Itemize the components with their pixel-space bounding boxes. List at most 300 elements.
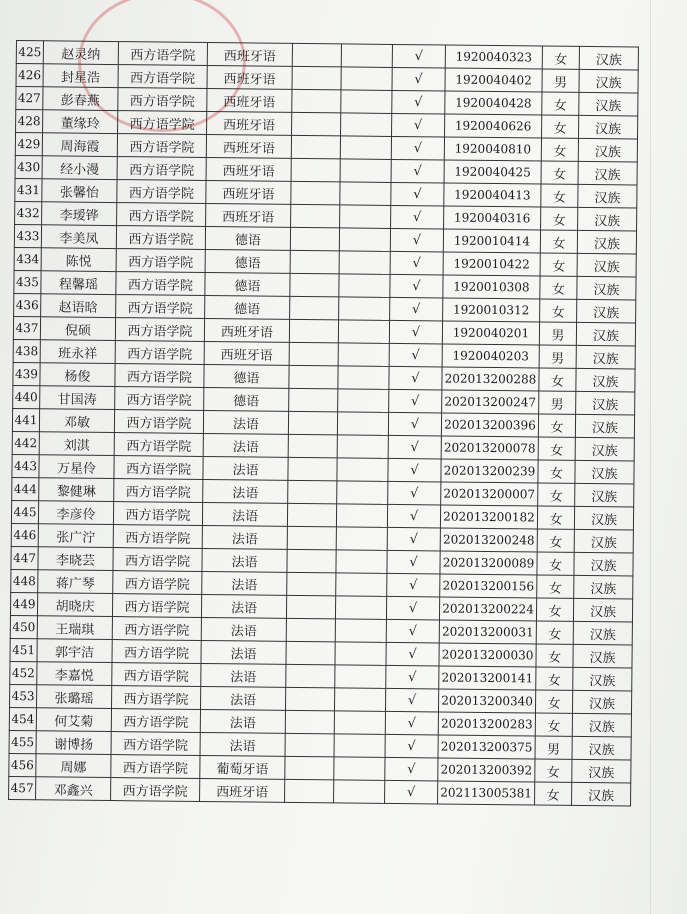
blank-cell — [289, 342, 338, 366]
student-id-cell: 202013200375 — [438, 735, 535, 759]
checkmark-cell: √ — [389, 389, 442, 413]
gender-cell: 女 — [536, 598, 573, 621]
college-cell: 西方语学院 — [118, 42, 207, 66]
gender-cell: 女 — [538, 414, 575, 437]
gender-cell: 女 — [535, 759, 572, 782]
ethnicity-cell: 汉族 — [574, 529, 633, 553]
gender-cell: 女 — [535, 690, 572, 713]
major-cell: 法语 — [203, 433, 288, 457]
blank-cell — [289, 319, 338, 343]
row-number-cell: 448 — [11, 569, 38, 592]
blank-cell — [290, 250, 339, 274]
blank-cell — [341, 90, 392, 114]
college-cell: 西方语学院 — [114, 479, 203, 503]
ethnicity-cell: 汉族 — [572, 736, 631, 760]
college-cell: 西方语学院 — [111, 709, 200, 733]
student-name-cell: 郭宇洁 — [37, 639, 112, 663]
blank-cell — [334, 780, 385, 804]
row-number-cell: 427 — [16, 87, 43, 110]
student-name-cell: 倪硕 — [40, 317, 115, 341]
gender-cell: 女 — [536, 621, 573, 644]
row-number-cell: 455 — [9, 730, 36, 753]
college-cell: 西方语学院 — [112, 617, 201, 641]
student-id-cell: 1920040425 — [444, 160, 541, 184]
blank-cell — [337, 481, 388, 505]
checkmark-cell: √ — [389, 366, 442, 390]
student-id-cell: 202013200396 — [441, 413, 538, 437]
checkmark-cell: √ — [386, 642, 439, 666]
blank-cell — [336, 550, 387, 574]
student-id-cell: 202013200248 — [440, 528, 537, 552]
gender-cell: 女 — [539, 368, 576, 391]
major-cell: 西班牙语 — [206, 135, 291, 159]
major-cell: 法语 — [200, 709, 285, 733]
college-cell: 西方语学院 — [114, 433, 203, 457]
blank-cell — [341, 113, 392, 137]
blank-cell — [287, 503, 336, 527]
student-name-cell: 王瑞琪 — [37, 616, 112, 640]
major-cell: 法语 — [201, 617, 286, 641]
blank-cell — [337, 435, 388, 459]
checkmark-cell: √ — [387, 573, 440, 597]
blank-cell — [292, 89, 341, 113]
student-id-cell: 202013200283 — [438, 712, 535, 736]
student-id-cell: 202013200089 — [440, 551, 537, 575]
ethnicity-cell: 汉族 — [579, 46, 638, 70]
student-name-cell: 赵语晗 — [41, 294, 116, 318]
gender-cell: 女 — [535, 782, 572, 805]
blank-cell — [292, 112, 341, 136]
college-cell: 西方语学院 — [115, 387, 204, 411]
paper-fold-line — [650, 0, 651, 914]
row-number-cell: 453 — [10, 684, 37, 707]
checkmark-cell: √ — [391, 182, 444, 206]
gender-cell: 男 — [539, 345, 576, 368]
gender-cell: 男 — [539, 322, 576, 345]
blank-cell — [288, 411, 337, 435]
ethnicity-cell: 汉族 — [572, 782, 631, 806]
row-number-cell: 452 — [10, 661, 37, 684]
student-id-cell: 1920040810 — [444, 137, 541, 161]
blank-cell — [337, 458, 388, 482]
ethnicity-cell: 汉族 — [575, 437, 634, 461]
college-cell: 西方语学院 — [116, 272, 205, 296]
roster-body — [9, 41, 639, 806]
student-id-cell: 1920010422 — [443, 252, 540, 276]
gender-cell: 女 — [542, 46, 579, 69]
checkmark-cell: √ — [391, 136, 444, 160]
row-number-cell: 456 — [9, 753, 36, 776]
row-number-cell: 438 — [13, 339, 40, 362]
student-name-cell: 班永祥 — [40, 340, 115, 364]
gender-cell: 女 — [541, 138, 578, 161]
student-name-cell: 杨俊 — [40, 363, 115, 387]
ethnicity-cell: 汉族 — [575, 460, 634, 484]
ethnicity-cell: 汉族 — [573, 598, 632, 622]
college-cell: 西方语学院 — [116, 249, 205, 273]
major-cell: 法语 — [201, 640, 286, 664]
row-number-cell: 440 — [13, 385, 40, 408]
college-cell: 西方语学院 — [111, 755, 200, 779]
blank-cell — [339, 297, 390, 321]
student-id-cell: 202013200007 — [441, 482, 538, 506]
student-id-cell: 1920040428 — [445, 91, 542, 115]
blank-cell — [291, 204, 340, 228]
gender-cell: 女 — [542, 115, 579, 138]
student-name-cell: 周海霞 — [42, 133, 117, 157]
gender-cell: 女 — [540, 253, 577, 276]
college-cell: 西方语学院 — [114, 410, 203, 434]
college-cell: 西方语学院 — [118, 88, 207, 112]
college-cell: 西方语学院 — [114, 456, 203, 480]
blank-cell — [285, 756, 334, 780]
row-number-cell: 430 — [15, 155, 42, 178]
major-cell: 德语 — [204, 387, 289, 411]
row-number-cell: 432 — [15, 201, 42, 224]
college-cell: 西方语学院 — [113, 525, 202, 549]
college-cell: 西方语学院 — [112, 594, 201, 618]
student-name-cell: 邓敏 — [39, 409, 114, 433]
ethnicity-cell: 汉族 — [573, 667, 632, 691]
blank-cell — [337, 412, 388, 436]
major-cell: 德语 — [205, 249, 290, 273]
gender-cell: 女 — [541, 161, 578, 184]
blank-cell — [334, 757, 385, 781]
row-number-cell: 445 — [11, 500, 38, 523]
major-cell: 法语 — [203, 410, 288, 434]
student-id-cell: 202013200031 — [439, 620, 536, 644]
student-name-cell: 陈悦 — [41, 248, 116, 272]
gender-cell: 女 — [538, 460, 575, 483]
student-id-cell: 202013200224 — [439, 597, 536, 621]
gender-cell: 女 — [540, 299, 577, 322]
blank-cell — [338, 343, 389, 367]
college-cell: 西方语学院 — [113, 548, 202, 572]
ethnicity-cell: 汉族 — [577, 299, 636, 323]
checkmark-cell: √ — [387, 504, 440, 528]
major-cell: 法语 — [202, 525, 287, 549]
student-name-cell: 彭春燕 — [43, 87, 118, 111]
row-number-cell: 443 — [12, 454, 39, 477]
student-id-cell: 1920040323 — [445, 45, 542, 69]
row-number-cell: 446 — [11, 523, 38, 546]
checkmark-cell: √ — [391, 159, 444, 183]
college-cell: 西方语学院 — [115, 364, 204, 388]
college-cell: 西方语学院 — [113, 571, 202, 595]
student-name-cell: 李瑷铧 — [42, 202, 117, 226]
student-id-cell: 202013200247 — [442, 390, 539, 414]
ethnicity-cell: 汉族 — [578, 207, 637, 231]
row-number-cell: 431 — [15, 178, 42, 201]
row-number-cell: 451 — [10, 638, 37, 661]
ethnicity-cell: 汉族 — [572, 713, 631, 737]
blank-cell — [287, 549, 336, 573]
student-id-cell: 1920040626 — [445, 114, 542, 138]
blank-cell — [335, 642, 386, 666]
checkmark-cell: √ — [385, 734, 438, 758]
blank-cell — [340, 136, 391, 160]
blank-cell — [336, 573, 387, 597]
student-name-cell: 董缘玲 — [43, 110, 118, 134]
ethnicity-cell: 汉族 — [577, 276, 636, 300]
row-number-cell: 449 — [10, 592, 37, 615]
student-id-cell: 202013200340 — [438, 689, 535, 713]
blank-cell — [291, 135, 340, 159]
student-name-cell: 张璐瑶 — [37, 685, 112, 709]
student-id-cell: 202113005381 — [438, 781, 535, 805]
checkmark-cell: √ — [389, 343, 442, 367]
blank-cell — [339, 251, 390, 275]
student-id-cell: 1920040402 — [445, 68, 542, 92]
checkmark-cell: √ — [385, 688, 438, 712]
major-cell: 德语 — [205, 272, 290, 296]
student-id-cell: 1920040201 — [442, 321, 539, 345]
ethnicity-cell: 汉族 — [576, 391, 635, 415]
blank-cell — [340, 159, 391, 183]
student-id-cell: 202013200156 — [440, 574, 537, 598]
student-name-cell: 蒋广琴 — [38, 570, 113, 594]
blank-cell — [289, 365, 338, 389]
major-cell: 西班牙语 — [200, 778, 285, 802]
student-name-cell: 张广泞 — [38, 524, 113, 548]
college-cell: 西方语学院 — [117, 157, 206, 181]
blank-cell — [341, 44, 392, 68]
checkmark-cell: √ — [389, 320, 442, 344]
blank-cell — [292, 66, 341, 90]
blank-cell — [335, 619, 386, 643]
blank-cell — [338, 389, 389, 413]
blank-cell — [289, 388, 338, 412]
gender-cell: 女 — [537, 506, 574, 529]
blank-cell — [335, 665, 386, 689]
checkmark-cell: √ — [392, 67, 445, 91]
ethnicity-cell: 汉族 — [576, 345, 635, 369]
blank-cell — [285, 687, 334, 711]
blank-cell — [288, 480, 337, 504]
ethnicity-cell: 汉族 — [574, 575, 633, 599]
row-number-cell: 447 — [11, 546, 38, 569]
gender-cell: 女 — [538, 483, 575, 506]
ethnicity-cell: 汉族 — [572, 690, 631, 714]
row-number-cell: 450 — [10, 615, 37, 638]
blank-cell — [340, 182, 391, 206]
gender-cell: 男 — [535, 736, 572, 759]
student-name-cell: 经小漫 — [42, 156, 117, 180]
student-id-cell: 202013200030 — [439, 643, 536, 667]
row-number-cell: 435 — [14, 270, 41, 293]
student-id-cell: 1920010308 — [443, 275, 540, 299]
student-id-cell: 202013200288 — [442, 367, 539, 391]
blank-cell — [341, 67, 392, 91]
student-name-cell: 刘淇 — [39, 432, 114, 456]
student-id-cell: 1920040413 — [444, 183, 541, 207]
major-cell: 西班牙语 — [206, 157, 291, 181]
blank-cell — [287, 526, 336, 550]
ethnicity-cell: 汉族 — [574, 552, 633, 576]
checkmark-cell: √ — [386, 596, 439, 620]
ethnicity-cell: 汉族 — [572, 759, 631, 783]
ethnicity-cell: 汉族 — [579, 115, 638, 139]
gender-cell: 男 — [542, 69, 579, 92]
student-id-cell: 202013200392 — [438, 758, 535, 782]
student-name-cell: 甘国涛 — [40, 386, 115, 410]
student-name-cell: 黎健琳 — [39, 478, 114, 502]
blank-cell — [340, 205, 391, 229]
ethnicity-cell: 汉族 — [575, 483, 634, 507]
ethnicity-cell: 汉族 — [574, 506, 633, 530]
row-number-cell: 433 — [14, 224, 41, 247]
major-cell: 西班牙语 — [204, 318, 289, 342]
major-cell: 法语 — [203, 456, 288, 480]
blank-cell — [286, 641, 335, 665]
row-number-cell: 434 — [14, 247, 41, 270]
checkmark-cell: √ — [392, 113, 445, 137]
blank-cell — [339, 228, 390, 252]
college-cell: 西方语学院 — [113, 502, 202, 526]
student-name-cell: 李晓芸 — [38, 547, 113, 571]
student-id-cell: 1920010414 — [443, 229, 540, 253]
major-cell: 法语 — [201, 663, 286, 687]
student-id-cell: 202013200078 — [441, 436, 538, 460]
ethnicity-cell: 汉族 — [576, 368, 635, 392]
checkmark-cell: √ — [390, 274, 443, 298]
major-cell: 西班牙语 — [206, 180, 291, 204]
checkmark-cell: √ — [385, 757, 438, 781]
blank-cell — [338, 320, 389, 344]
row-number-cell: 436 — [14, 293, 41, 316]
row-number-cell: 444 — [12, 477, 39, 500]
blank-cell — [336, 504, 387, 528]
row-number-cell: 429 — [15, 133, 42, 156]
ethnicity-cell: 汉族 — [577, 230, 636, 254]
checkmark-cell: √ — [388, 481, 441, 505]
major-cell: 西班牙语 — [204, 341, 289, 365]
blank-cell — [285, 779, 334, 803]
student-id-cell: 1920040203 — [442, 344, 539, 368]
row-number-cell: 426 — [16, 64, 43, 87]
row-number-cell: 439 — [13, 362, 40, 385]
checkmark-cell: √ — [388, 435, 441, 459]
major-cell: 法语 — [202, 571, 287, 595]
college-cell: 西方语学院 — [118, 65, 207, 89]
gender-cell: 女 — [537, 575, 574, 598]
college-cell: 西方语学院 — [112, 686, 201, 710]
college-cell: 西方语学院 — [115, 341, 204, 365]
blank-cell — [334, 688, 385, 712]
gender-cell: 女 — [541, 184, 578, 207]
student-roster-table — [8, 40, 639, 806]
college-cell: 西方语学院 — [117, 203, 206, 227]
blank-cell — [334, 711, 385, 735]
student-id-cell: 1920010312 — [443, 298, 540, 322]
blank-cell — [290, 273, 339, 297]
blank-cell — [287, 572, 336, 596]
major-cell: 法语 — [200, 686, 285, 710]
college-cell: 西方语学院 — [117, 180, 206, 204]
blank-cell — [335, 596, 386, 620]
blank-cell — [336, 527, 387, 551]
checkmark-cell: √ — [387, 527, 440, 551]
row-number-cell: 442 — [12, 431, 39, 454]
major-cell: 西班牙语 — [206, 203, 291, 227]
checkmark-cell: √ — [390, 228, 443, 252]
major-cell: 西班牙语 — [207, 112, 292, 136]
major-cell: 法语 — [201, 594, 286, 618]
ethnicity-cell: 汉族 — [579, 69, 638, 93]
student-name-cell: 谢博扬 — [36, 731, 111, 755]
blank-cell — [286, 664, 335, 688]
student-name-cell: 封星浩 — [43, 64, 118, 88]
college-cell: 西方语学院 — [111, 778, 200, 802]
major-cell: 西班牙语 — [207, 66, 292, 90]
student-name-cell: 程馨瑶 — [41, 271, 116, 295]
college-cell: 西方语学院 — [118, 111, 207, 135]
student-name-cell: 李嘉悦 — [37, 662, 112, 686]
ethnicity-cell: 汉族 — [573, 644, 632, 668]
checkmark-cell: √ — [390, 297, 443, 321]
gender-cell: 女 — [536, 667, 573, 690]
checkmark-cell: √ — [386, 619, 439, 643]
blank-cell — [334, 734, 385, 758]
major-cell: 德语 — [204, 364, 289, 388]
ethnicity-cell: 汉族 — [573, 621, 632, 645]
checkmark-cell: √ — [386, 665, 439, 689]
college-cell: 西方语学院 — [115, 318, 204, 342]
college-cell: 西方语学院 — [112, 640, 201, 664]
gender-cell: 女 — [537, 552, 574, 575]
blank-cell — [290, 296, 339, 320]
blank-cell — [291, 158, 340, 182]
gender-cell: 女 — [540, 230, 577, 253]
blank-cell — [338, 366, 389, 390]
blank-cell — [285, 710, 334, 734]
gender-cell: 女 — [540, 276, 577, 299]
gender-cell: 男 — [539, 391, 576, 414]
college-cell: 西方语学院 — [112, 663, 201, 687]
student-name-cell: 周娜 — [36, 754, 111, 778]
student-id-cell: 202013200141 — [439, 666, 536, 690]
ethnicity-cell: 汉族 — [579, 92, 638, 116]
major-cell: 法语 — [203, 479, 288, 503]
blank-cell — [288, 457, 337, 481]
major-cell: 法语 — [200, 732, 285, 756]
student-name-cell: 胡晓庆 — [37, 593, 112, 617]
checkmark-cell: √ — [388, 458, 441, 482]
blank-cell — [288, 434, 337, 458]
gender-cell: 女 — [537, 529, 574, 552]
college-cell: 西方语学院 — [117, 134, 206, 158]
blank-cell — [291, 181, 340, 205]
student-name-cell: 李彦伶 — [38, 501, 113, 525]
major-cell: 法语 — [202, 502, 287, 526]
ethnicity-cell: 汉族 — [577, 253, 636, 277]
ethnicity-cell: 汉族 — [578, 161, 637, 185]
blank-cell — [286, 595, 335, 619]
row-number-cell: 441 — [12, 408, 39, 431]
major-cell: 德语 — [205, 226, 290, 250]
checkmark-cell: √ — [391, 205, 444, 229]
checkmark-cell: √ — [385, 780, 438, 804]
checkmark-cell: √ — [388, 412, 441, 436]
major-cell: 西班牙语 — [207, 43, 292, 67]
major-cell: 西班牙语 — [207, 89, 292, 113]
checkmark-cell: √ — [390, 251, 443, 275]
college-cell: 西方语学院 — [111, 732, 200, 756]
student-name-cell: 何艾菊 — [36, 708, 111, 732]
row-number-cell: 437 — [13, 316, 40, 339]
gender-cell: 女 — [542, 92, 579, 115]
ethnicity-cell: 汉族 — [576, 322, 635, 346]
